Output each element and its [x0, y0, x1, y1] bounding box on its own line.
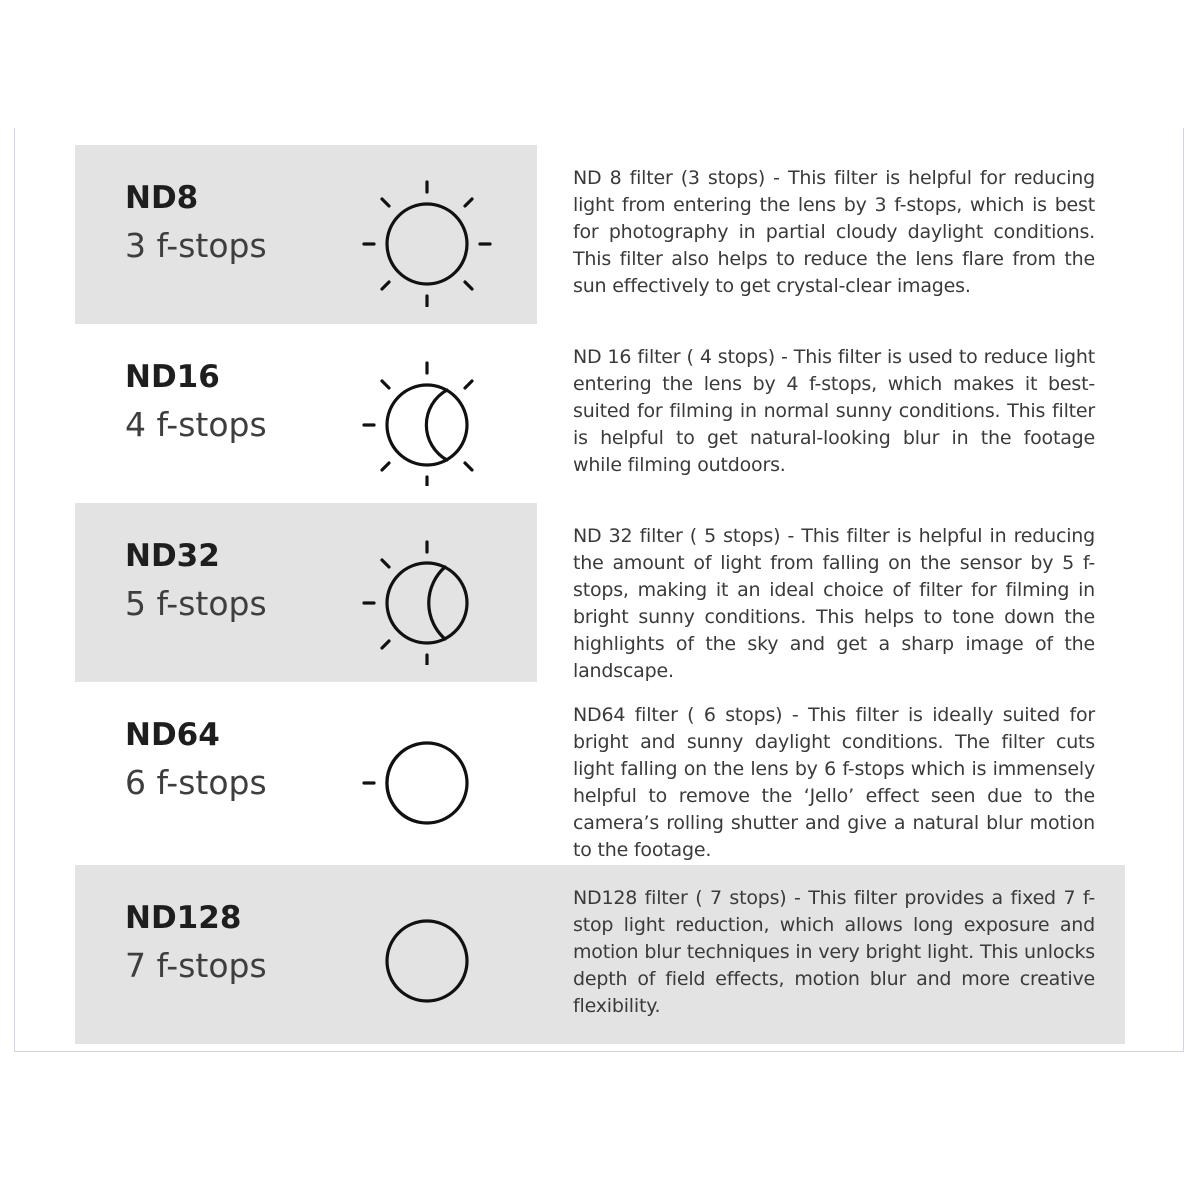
- plain-circle-icon: [360, 882, 495, 1027]
- filter-stops: 3 f-stops: [125, 226, 267, 265]
- filter-row-nd128: [75, 865, 1125, 1044]
- filter-description: ND128 filter ( 7 stops) - This filter provides a fixed 7 f-stop light reduction, which allows long exposure and motion blur techniques in very bright light. This unlocks depth of field effects, motion blur and more creative flexibility.: [573, 887, 1095, 1017]
- filter-description: ND64 filter ( 6 stops) - This filter is ideally suited for bright and sunny daylight conditions. The filter cuts light falling on the lens by 6 f-stops which is immensely helpful to remove the ‘Jello’ effect seen due to the camera’s rolling shutter and give a natural blur motion to the footage.: [573, 704, 1095, 861]
- filter-name: ND64: [125, 717, 220, 753]
- sun-slight-shade-icon: [360, 341, 495, 486]
- filter-row-nd16: [75, 324, 1125, 503]
- filter-name: ND8: [125, 180, 199, 216]
- filter-stops: 4 f-stops: [125, 405, 267, 444]
- filter-stops: 5 f-stops: [125, 584, 267, 623]
- crescent-shade-icon: [360, 699, 495, 844]
- filter-row-nd64: [75, 682, 1125, 861]
- full-sun-icon: [360, 162, 495, 307]
- filter-row-nd8: [75, 145, 1125, 324]
- filter-stops: 7 f-stops: [125, 946, 267, 985]
- filter-stops: 6 f-stops: [125, 763, 267, 802]
- filter-description: ND 32 filter ( 5 stops) - This filter is helpful in reducing the amount of light from falling on the sensor by 5 f-stops, making it an ideal choice of filter for filming in bright sunny conditions. This helps to tone down the highlights of the sky and get a sharp image of the landscape.: [573, 525, 1095, 682]
- filter-row-nd32: [75, 503, 1125, 682]
- filter-description: ND 16 filter ( 4 stops) - This filter is used to reduce light entering the lens by 4 f-stops, which makes it best-suited for filming in normal sunny conditions. This filter is helpful to get natural-looking blur in the footage while filming outdoors.: [573, 346, 1095, 476]
- filter-name: ND32: [125, 538, 220, 574]
- filter-name: ND128: [125, 900, 242, 936]
- sun-half-shade-icon: [360, 520, 495, 665]
- filter-description: ND 8 filter (3 stops) - This filter is helpful for reducing light from entering the lens by 3 f-stops, which is best for photography in partial cloudy daylight conditions. This filter also helps to reduce the lens flare from the sun effectively to get crystal-clear images.: [573, 167, 1095, 297]
- filter-name: ND16: [125, 359, 220, 395]
